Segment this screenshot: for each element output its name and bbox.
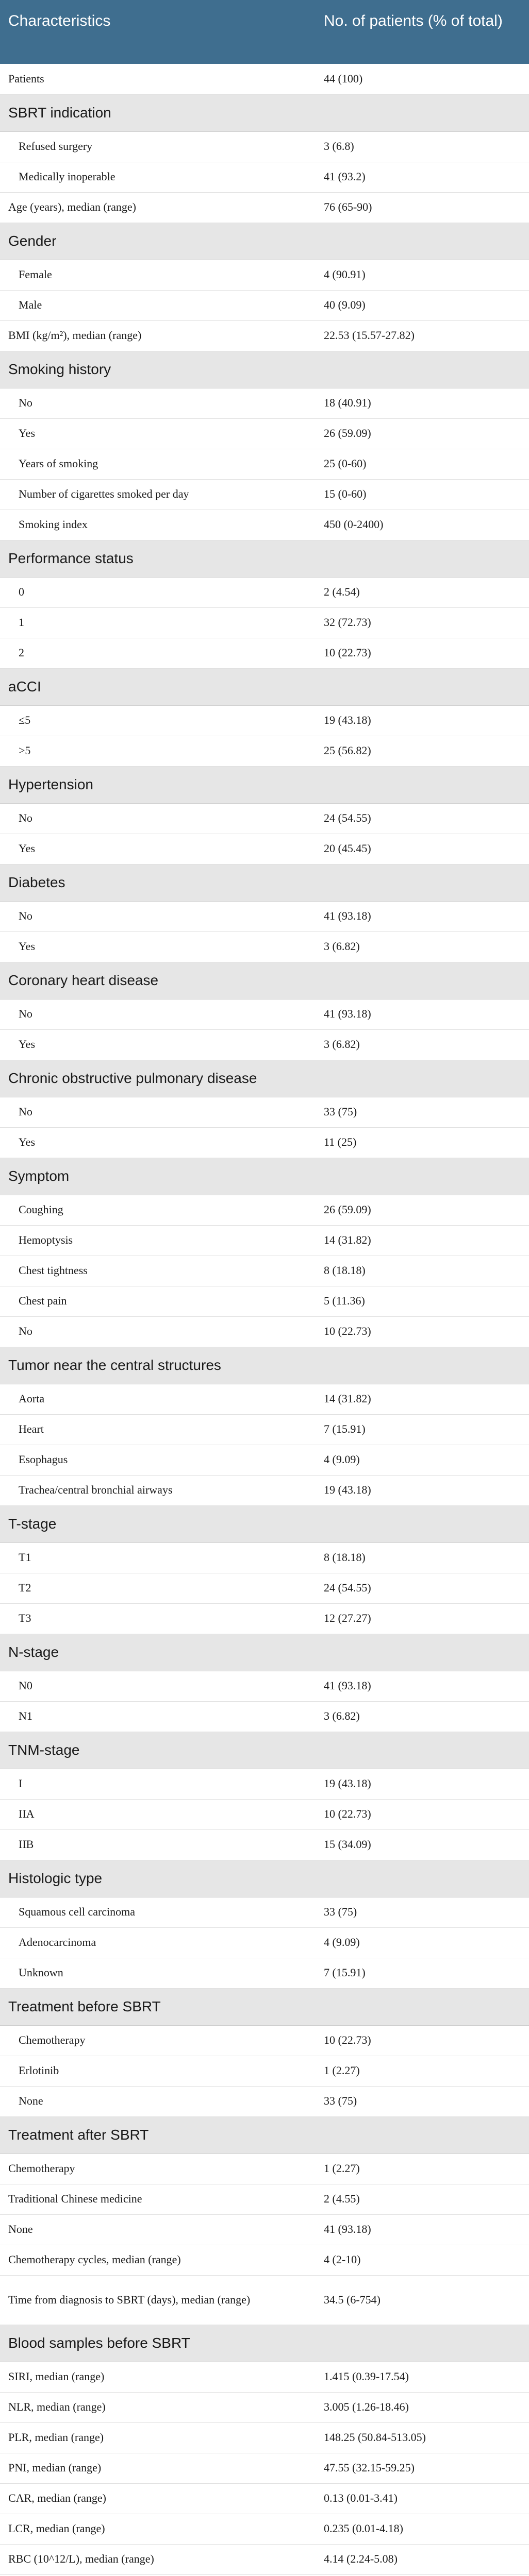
row-value: 1 (2.27) bbox=[316, 2056, 529, 2086]
table-row bbox=[0, 736, 529, 766]
row-value: 19 (43.18) bbox=[316, 1769, 529, 1799]
row-value: 2 (4.55) bbox=[316, 2184, 529, 2214]
table-row bbox=[0, 260, 529, 290]
table-row bbox=[0, 1897, 529, 1927]
row-label: T1 bbox=[0, 1543, 316, 1573]
section-header: Smoking history bbox=[0, 351, 529, 388]
table-row bbox=[0, 1445, 529, 1475]
row-label: >5 bbox=[0, 736, 316, 766]
section-header: SBRT indication bbox=[0, 94, 529, 131]
row-label: T2 bbox=[0, 1573, 316, 1603]
section-header-row bbox=[0, 1060, 529, 1097]
table-row bbox=[0, 1543, 529, 1573]
table-row bbox=[0, 162, 529, 192]
row-value: 10 (22.73) bbox=[316, 2025, 529, 2056]
section-header-row bbox=[0, 2325, 529, 2362]
row-label: 2 bbox=[0, 638, 316, 668]
row-label: No bbox=[0, 901, 316, 931]
section-header-row bbox=[0, 766, 529, 803]
row-value: 5 (11.36) bbox=[316, 1286, 529, 1316]
row-value: 10 (22.73) bbox=[316, 1799, 529, 1829]
table-row bbox=[0, 705, 529, 736]
row-label: None bbox=[0, 2086, 316, 2116]
row-label: Age (years), median (range) bbox=[0, 192, 316, 223]
row-label: Chest pain bbox=[0, 1286, 316, 1316]
table-body bbox=[0, 64, 529, 2576]
section-header: TNM-stage bbox=[0, 1732, 529, 1769]
section-header: Symptom bbox=[0, 1158, 529, 1195]
table-row bbox=[0, 2544, 529, 2574]
row-value: 34.5 (6-754) bbox=[316, 2275, 529, 2325]
row-label: Squamous cell carcinoma bbox=[0, 1897, 316, 1927]
section-header-row bbox=[0, 1634, 529, 1671]
row-value: 26 (59.09) bbox=[316, 418, 529, 449]
row-label: RBC (10^12/L), median (range) bbox=[0, 2544, 316, 2574]
row-value: 47.55 (32.15-59.25) bbox=[316, 2453, 529, 2483]
table-row bbox=[0, 1799, 529, 1829]
row-label: Erlotinib bbox=[0, 2056, 316, 2086]
table-row bbox=[0, 2362, 529, 2392]
row-value: 40 (9.09) bbox=[316, 290, 529, 320]
table-row bbox=[0, 834, 529, 864]
table-row bbox=[0, 2184, 529, 2214]
row-value: 24 (54.55) bbox=[316, 803, 529, 834]
row-label: N0 bbox=[0, 1671, 316, 1701]
row-value: 7 (15.91) bbox=[316, 1958, 529, 1988]
section-header-row bbox=[0, 962, 529, 999]
row-label: Esophagus bbox=[0, 1445, 316, 1475]
row-value: 41 (93.18) bbox=[316, 1671, 529, 1701]
row-value: 18 (40.91) bbox=[316, 388, 529, 418]
row-label: Refused surgery bbox=[0, 131, 316, 162]
table-row bbox=[0, 1029, 529, 1060]
table-row bbox=[0, 320, 529, 351]
section-header: Gender bbox=[0, 223, 529, 260]
row-label: Yes bbox=[0, 931, 316, 962]
section-header-row bbox=[0, 2116, 529, 2154]
row-value: 11 (25) bbox=[316, 1127, 529, 1158]
table-row bbox=[0, 2392, 529, 2422]
row-value: 76 (65-90) bbox=[316, 192, 529, 223]
row-value: 3 (6.8) bbox=[316, 131, 529, 162]
table-row bbox=[0, 1701, 529, 1732]
row-value: 10 (22.73) bbox=[316, 638, 529, 668]
row-value: 4 (9.09) bbox=[316, 1445, 529, 1475]
table-row bbox=[0, 2056, 529, 2086]
row-value: 33 (75) bbox=[316, 2086, 529, 2116]
section-header-row bbox=[0, 1347, 529, 1384]
row-value: 26 (59.09) bbox=[316, 1195, 529, 1225]
row-label: No bbox=[0, 803, 316, 834]
row-value: 3.005 (1.26-18.46) bbox=[316, 2392, 529, 2422]
table-row bbox=[0, 803, 529, 834]
row-value: 19 (43.18) bbox=[316, 1475, 529, 1505]
row-label: Female bbox=[0, 260, 316, 290]
row-value: 24 (54.55) bbox=[316, 1573, 529, 1603]
row-value: 14 (31.82) bbox=[316, 1384, 529, 1414]
row-label: NLR, median (range) bbox=[0, 2392, 316, 2422]
row-label: Yes bbox=[0, 1127, 316, 1158]
table-row bbox=[0, 2275, 529, 2325]
row-value: 25 (0-60) bbox=[316, 449, 529, 479]
table-row bbox=[0, 1475, 529, 1505]
table-row bbox=[0, 290, 529, 320]
row-label: Chemotherapy bbox=[0, 2154, 316, 2184]
row-label: None bbox=[0, 2214, 316, 2245]
section-header: Coronary heart disease bbox=[0, 962, 529, 999]
row-value: 4 (90.91) bbox=[316, 260, 529, 290]
row-label: I bbox=[0, 1769, 316, 1799]
section-header: Histologic type bbox=[0, 1860, 529, 1897]
row-label: No bbox=[0, 1316, 316, 1347]
table-row bbox=[0, 418, 529, 449]
row-value: 12 (27.27) bbox=[316, 1603, 529, 1634]
header-patients-count: No. of patients (% of total) bbox=[316, 0, 529, 64]
table-row bbox=[0, 1256, 529, 1286]
row-label: IIB bbox=[0, 1829, 316, 1860]
row-label: Traditional Chinese medicine bbox=[0, 2184, 316, 2214]
row-value: 8 (18.18) bbox=[316, 1543, 529, 1573]
row-label: T3 bbox=[0, 1603, 316, 1634]
table-row bbox=[0, 2422, 529, 2453]
row-value: 44 (100) bbox=[316, 64, 529, 94]
row-value: 19 (43.18) bbox=[316, 705, 529, 736]
table-row bbox=[0, 1127, 529, 1158]
table-row bbox=[0, 449, 529, 479]
table-row bbox=[0, 1384, 529, 1414]
row-label: ≤5 bbox=[0, 705, 316, 736]
table-row bbox=[0, 1927, 529, 1958]
row-label: BMI (kg/m²), median (range) bbox=[0, 320, 316, 351]
section-header-row bbox=[0, 94, 529, 131]
section-header: N-stage bbox=[0, 1634, 529, 1671]
row-value: 20 (45.45) bbox=[316, 834, 529, 864]
row-label: SIRI, median (range) bbox=[0, 2362, 316, 2392]
row-value: 7 (15.91) bbox=[316, 1414, 529, 1445]
section-header-row bbox=[0, 1988, 529, 2025]
row-label: Heart bbox=[0, 1414, 316, 1445]
row-value: 8 (18.18) bbox=[316, 1256, 529, 1286]
row-value: 3 (6.82) bbox=[316, 931, 529, 962]
table-row bbox=[0, 131, 529, 162]
row-label: Chest tightness bbox=[0, 1256, 316, 1286]
row-label: Coughing bbox=[0, 1195, 316, 1225]
section-header-row bbox=[0, 864, 529, 901]
table-row bbox=[0, 2214, 529, 2245]
section-header: Chronic obstructive pulmonary disease bbox=[0, 1060, 529, 1097]
row-label: PNI, median (range) bbox=[0, 2453, 316, 2483]
table-row bbox=[0, 1316, 529, 1347]
table-row bbox=[0, 388, 529, 418]
section-header-row bbox=[0, 1732, 529, 1769]
row-label: Hemoptysis bbox=[0, 1225, 316, 1256]
row-label: 1 bbox=[0, 607, 316, 638]
section-header-row bbox=[0, 223, 529, 260]
row-label: 0 bbox=[0, 577, 316, 607]
table-row bbox=[0, 2514, 529, 2544]
row-value: 25 (56.82) bbox=[316, 736, 529, 766]
section-header-row bbox=[0, 1860, 529, 1897]
table-row bbox=[0, 999, 529, 1029]
row-label: N1 bbox=[0, 1701, 316, 1732]
section-header: aCCI bbox=[0, 668, 529, 705]
row-label: IIA bbox=[0, 1799, 316, 1829]
row-value: 22.53 (15.57-27.82) bbox=[316, 320, 529, 351]
header-row bbox=[0, 0, 529, 64]
table-row bbox=[0, 1769, 529, 1799]
table-row bbox=[0, 1097, 529, 1127]
row-label: No bbox=[0, 1097, 316, 1127]
row-label: Medically inoperable bbox=[0, 162, 316, 192]
table-row bbox=[0, 577, 529, 607]
table-row bbox=[0, 2453, 529, 2483]
row-label: No bbox=[0, 999, 316, 1029]
table-row bbox=[0, 931, 529, 962]
row-value: 4 (2-10) bbox=[316, 2245, 529, 2275]
table-row bbox=[0, 510, 529, 540]
row-value: 15 (0-60) bbox=[316, 479, 529, 510]
row-value: 4 (9.09) bbox=[316, 1927, 529, 1958]
row-label: Aorta bbox=[0, 1384, 316, 1414]
section-header-row bbox=[0, 540, 529, 577]
row-label: Time from diagnosis to SBRT (days), median (range) bbox=[0, 2275, 316, 2325]
row-label: Chemotherapy bbox=[0, 2025, 316, 2056]
table-row bbox=[0, 1671, 529, 1701]
table-row bbox=[0, 1573, 529, 1603]
section-header-row bbox=[0, 668, 529, 705]
row-label: Yes bbox=[0, 418, 316, 449]
table-row bbox=[0, 2245, 529, 2275]
section-header: Treatment after SBRT bbox=[0, 2116, 529, 2154]
table-row bbox=[0, 479, 529, 510]
table-row bbox=[0, 1829, 529, 1860]
row-value: 0.235 (0.01-4.18) bbox=[316, 2514, 529, 2544]
row-value: 32 (72.73) bbox=[316, 607, 529, 638]
table-row bbox=[0, 607, 529, 638]
row-value: 3 (6.82) bbox=[316, 1029, 529, 1060]
row-value: 1 (2.27) bbox=[316, 2154, 529, 2184]
row-label: Patients bbox=[0, 64, 316, 94]
row-value: 14 (31.82) bbox=[316, 1225, 529, 1256]
section-header: Blood samples before SBRT bbox=[0, 2325, 529, 2362]
table-row bbox=[0, 1958, 529, 1988]
row-value: 2 (4.54) bbox=[316, 577, 529, 607]
row-value: 15 (34.09) bbox=[316, 1829, 529, 1860]
row-value: 33 (75) bbox=[316, 1897, 529, 1927]
table-row bbox=[0, 1195, 529, 1225]
table-row bbox=[0, 1603, 529, 1634]
row-value: 41 (93.18) bbox=[316, 2214, 529, 2245]
row-label: PLR, median (range) bbox=[0, 2422, 316, 2453]
table-row bbox=[0, 2154, 529, 2184]
section-header: Hypertension bbox=[0, 766, 529, 803]
row-label: Male bbox=[0, 290, 316, 320]
row-value: 450 (0-2400) bbox=[316, 510, 529, 540]
section-header-row bbox=[0, 1505, 529, 1543]
table-row bbox=[0, 1225, 529, 1256]
row-label: Unknown bbox=[0, 1958, 316, 1988]
section-header: Tumor near the central structures bbox=[0, 1347, 529, 1384]
row-label: Trachea/central bronchial airways bbox=[0, 1475, 316, 1505]
row-label: No bbox=[0, 388, 316, 418]
row-value: 41 (93.2) bbox=[316, 162, 529, 192]
header-characteristics: Characteristics bbox=[0, 0, 316, 64]
row-value: 33 (75) bbox=[316, 1097, 529, 1127]
section-header: Treatment before SBRT bbox=[0, 1988, 529, 2025]
row-label: Smoking index bbox=[0, 510, 316, 540]
section-header: T-stage bbox=[0, 1505, 529, 1543]
section-header: Performance status bbox=[0, 540, 529, 577]
row-value: 4.14 (2.24-5.08) bbox=[316, 2544, 529, 2574]
row-label: LCR, median (range) bbox=[0, 2514, 316, 2544]
table-header bbox=[0, 0, 529, 64]
row-label: CAR, median (range) bbox=[0, 2483, 316, 2514]
row-label: Yes bbox=[0, 834, 316, 864]
table-row bbox=[0, 638, 529, 668]
table-row bbox=[0, 2483, 529, 2514]
row-label: Number of cigarettes smoked per day bbox=[0, 479, 316, 510]
table-row bbox=[0, 2025, 529, 2056]
row-value: 3 (6.82) bbox=[316, 1701, 529, 1732]
row-value: 10 (22.73) bbox=[316, 1316, 529, 1347]
section-header-row bbox=[0, 351, 529, 388]
row-label: Years of smoking bbox=[0, 449, 316, 479]
row-value: 148.25 (50.84-513.05) bbox=[316, 2422, 529, 2453]
row-label: Chemotherapy cycles, median (range) bbox=[0, 2245, 316, 2275]
row-value: 1.415 (0.39-17.54) bbox=[316, 2362, 529, 2392]
row-value: 41 (93.18) bbox=[316, 999, 529, 1029]
row-value: 0.13 (0.01-3.41) bbox=[316, 2483, 529, 2514]
table-row bbox=[0, 2086, 529, 2116]
table-row bbox=[0, 1414, 529, 1445]
table-row bbox=[0, 1286, 529, 1316]
row-label: Yes bbox=[0, 1029, 316, 1060]
section-header-row bbox=[0, 1158, 529, 1195]
row-value: 41 (93.18) bbox=[316, 901, 529, 931]
row-label: Adenocarcinoma bbox=[0, 1927, 316, 1958]
table-row bbox=[0, 64, 529, 94]
section-header: Diabetes bbox=[0, 864, 529, 901]
table-row bbox=[0, 192, 529, 223]
table-row bbox=[0, 901, 529, 931]
